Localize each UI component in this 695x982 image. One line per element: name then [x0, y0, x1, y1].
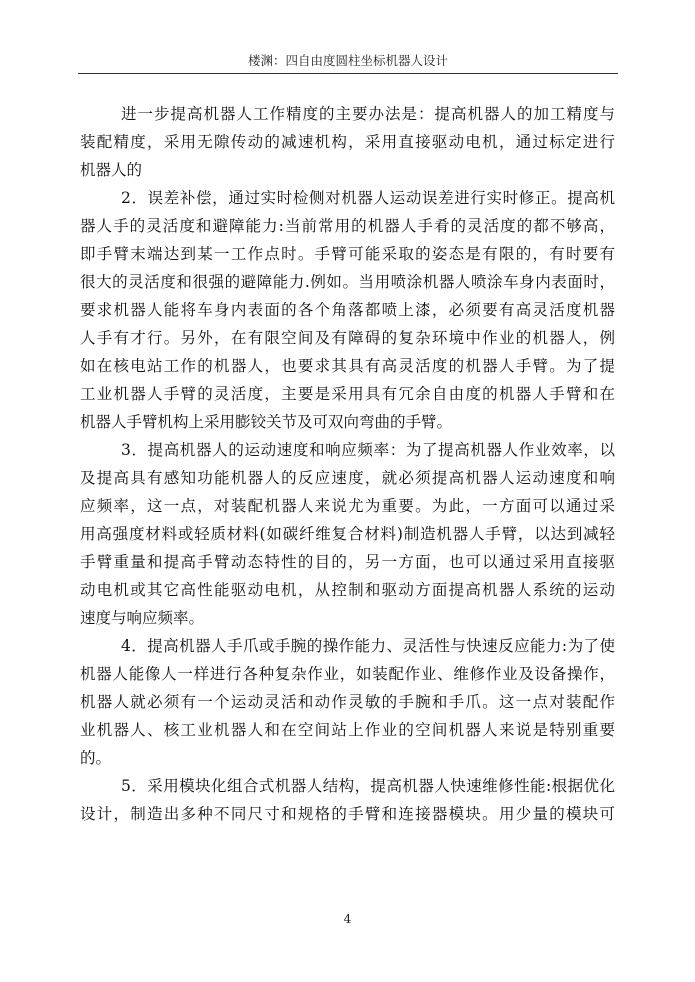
paragraph-line: 机器人的: [80, 161, 143, 179]
paragraph-line: 器人手的灵活度和避障能力:当前常用的机器人手肴的灵活度的都不够高，: [80, 217, 615, 235]
paragraph-line: 即手臂末端达到某一工作点时。手臂可能采取的姿态是有限的，有时要有: [80, 245, 615, 263]
paragraph-line: 机器人手臂机构上采用膨铰关节及可双向弯曲的手臂。: [80, 413, 453, 431]
paragraph-line: 业机器人、核工业机器人和在空间站上作业的空间机器人来说是特别重要: [80, 721, 615, 739]
paragraph-line: 速度与响应频率。: [80, 609, 205, 627]
paragraph-line: 4．提高机器人手爪或手腕的操作能力、灵活性与快速反应能力:为了使: [121, 637, 615, 655]
paragraph-line: 人手有才行。另外，在有限空间及有障碍的复杂环境中作业的机器人，例: [80, 329, 615, 347]
paragraph-line: 机器人能像人一样进行各种复杂作业，如装配作业、维修作业及设备操作，: [80, 665, 615, 683]
paragraph-line: 2．误差补偿，通过实时检侧对机器人运动误差进行实时修正。提高机: [121, 189, 615, 207]
paragraph-line: 如在核电站工作的机器人，也要求其具有高灵活度的机器人手臂。为了提: [80, 357, 615, 375]
paragraph-line: 很大的灵活度和很强的避障能力.例如。当用喷涂机器人喷涂车身内表面时，: [80, 273, 615, 291]
paragraph-line: 工业机器人手臂的灵活度，主要是采用具有冗余自由度的机器人手臂和在: [80, 385, 615, 403]
paragraph-line: 用高强度材料或轻质材料(如碳纤维复合材料)制造机器人手臂，以达到减轻: [80, 525, 615, 543]
header-divider: [78, 73, 618, 74]
document-body: [80, 100, 615, 828]
paragraph-line: 3．提高机器人的运动速度和响应频率：为了提高机器人作业效率，以: [121, 441, 615, 459]
paragraph-line: 手臂重量和提高手臂动态特性的目的，另一方面，也可以通过采用直接驱: [80, 553, 615, 571]
paragraph-line: 应频率，这一点，对装配机器人来说尤为重要。为此，一方面可以通过采: [80, 497, 615, 515]
paragraph-line: 的。: [80, 749, 112, 767]
page-number: 4: [343, 912, 352, 926]
paragraph-line: 设计，制造出多种不同尺寸和规格的手臂和连接器模块。用少量的模块可: [80, 805, 615, 823]
paragraph-line: 要求机器人能将车身内表面的各个角落都喷上漆，必须要有高灵活度机器: [80, 301, 615, 319]
paragraph-line: 及提高具有感知功能机器人的反应速度，就必须提高机器人运动速度和响: [80, 469, 615, 487]
running-header: 楼渊：四自由度圆柱坐标机器人设计: [247, 53, 448, 68]
paragraph-line: 进一步提高机器人工作精度的主要办法是：提高机器人的加工精度与: [121, 105, 615, 123]
paragraph-line: 动电机或其它高性能驱动电机，从控制和驱动方面提高机器人系统的运动: [80, 581, 615, 599]
paragraph-line: 装配精度，采用无隙传动的减速机构，采用直接驱动电机，通过标定进行: [80, 133, 615, 151]
paragraph-line: 机器人就必须有一个运动灵活和动作灵敏的手腕和手爪。这一点对装配作: [80, 693, 615, 711]
paragraph-line: 5．采用模块化组合式机器人结构，提高机器人快速维修性能:根据优化: [121, 777, 615, 795]
